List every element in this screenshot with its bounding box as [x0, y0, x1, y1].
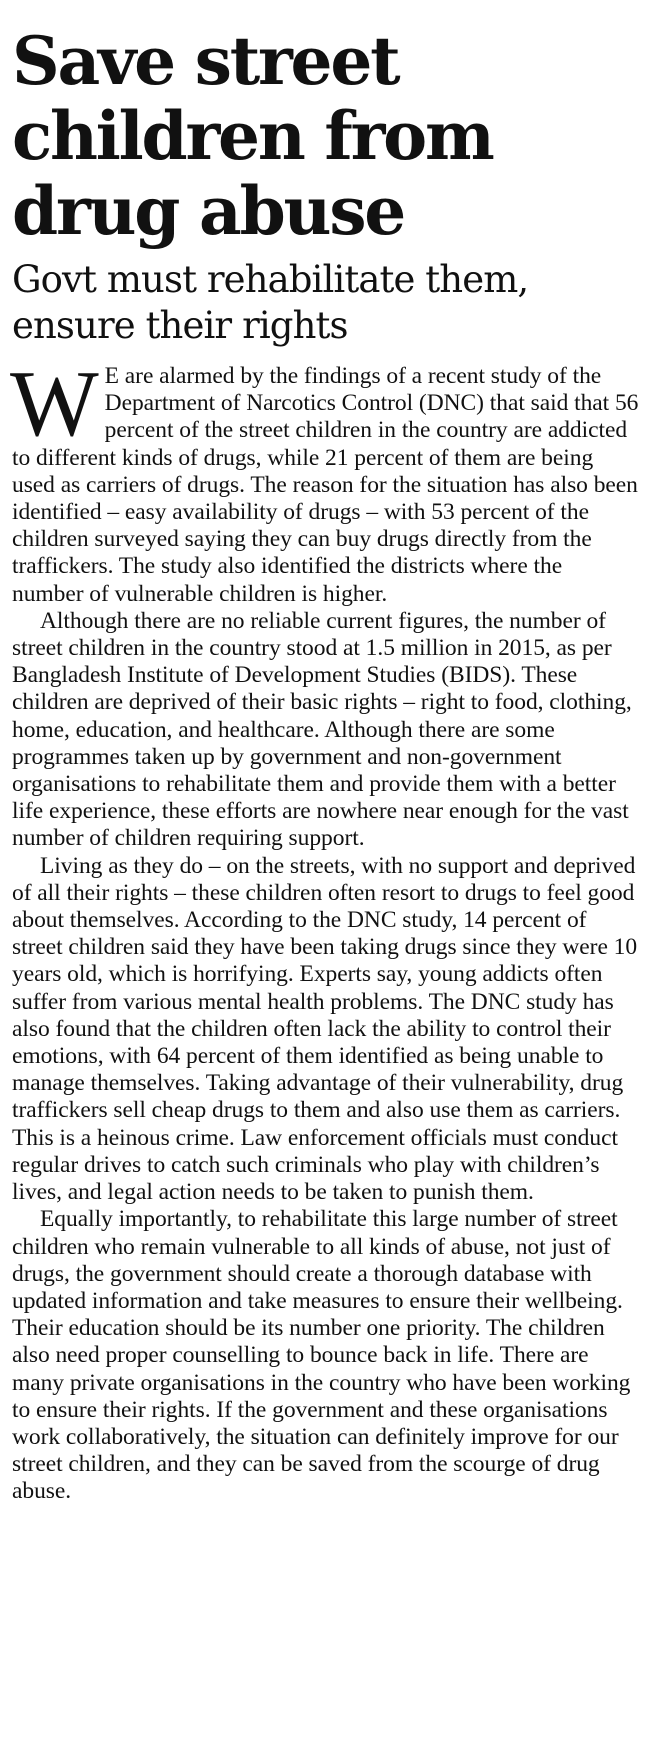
paragraph-1: [10, 352, 639, 608]
article-body: [10, 352, 639, 1506]
paragraph-2: Although there are no reliable current figures, the number of street children in the country stood at 1.5 million in 2015, as per Bangladesh Institute of Development Studies (BIDS). These children are deprived of their basic rights – right to food, clothing, home, education, and healthcare. Although there are some programmes taken up by government and non-government organisations to rehabilitate them and provide them with a better life experience, these efforts are nowhere near enough for the vast number of children requiring support.: [12, 607, 632, 852]
paragraph-1-text: E are alarmed by the findings of a recent study of the Department of Narcotics Control (DNC) that said that 56 percent of the street children in the country are addicted to different kinds of drugs, while 21 percent of them are being used as carriers of drugs. The reason for the situation has also been identified – easy availability of drugs – with 53 percent of the children surveyed saying they can buy drugs directly from the traffickers. The study also identified the districts where the number of vulnerable children is higher.: [12, 363, 639, 607]
drop-cap: W: [10, 352, 99, 456]
headline: Save street children from drug abuse: [12, 22, 493, 250]
paragraph-4: Equally importantly, to rehabilitate this large number of street children who remain vulnerable to all kinds of abuse, not just of drugs, the government should create a thorough database with updated information and take measures to ensure their wellbeing. Their education should be its number one priority. The children also need proper counselling to bounce back in life. There are many private organisations in the country who have been working to ensure their rights. If the government and these organisations work collaboratively, the situation can definitely improve for our street children, and they can be saved from the scourge of drug abuse.: [12, 1206, 631, 1505]
paragraph-3: Living as they do – on the streets, with no support and deprived of all their rights – these children often resort to drugs to feel good about themselves. According to the DNC study, 14 percent of street children said they have been taking drugs since they were 10 years old, which is horrifying. Experts say, young addicts often suffer from various mental health problems. The DNC study has also found that the children often lack the ability to control their emotions, with 64 percent of them identified as being unable to manage themselves. Taking advantage of their vulnerability, drug traffickers sell cheap drugs to them and also use them as carriers. This is a heinous crime. Law enforcement officials must conduct regular drives to catch such criminals who play with children’s lives, and legal action needs to be taken to punish them.: [12, 852, 638, 1206]
subheadline: Govt must rehabilitate them, ensure their rights: [12, 258, 529, 347]
